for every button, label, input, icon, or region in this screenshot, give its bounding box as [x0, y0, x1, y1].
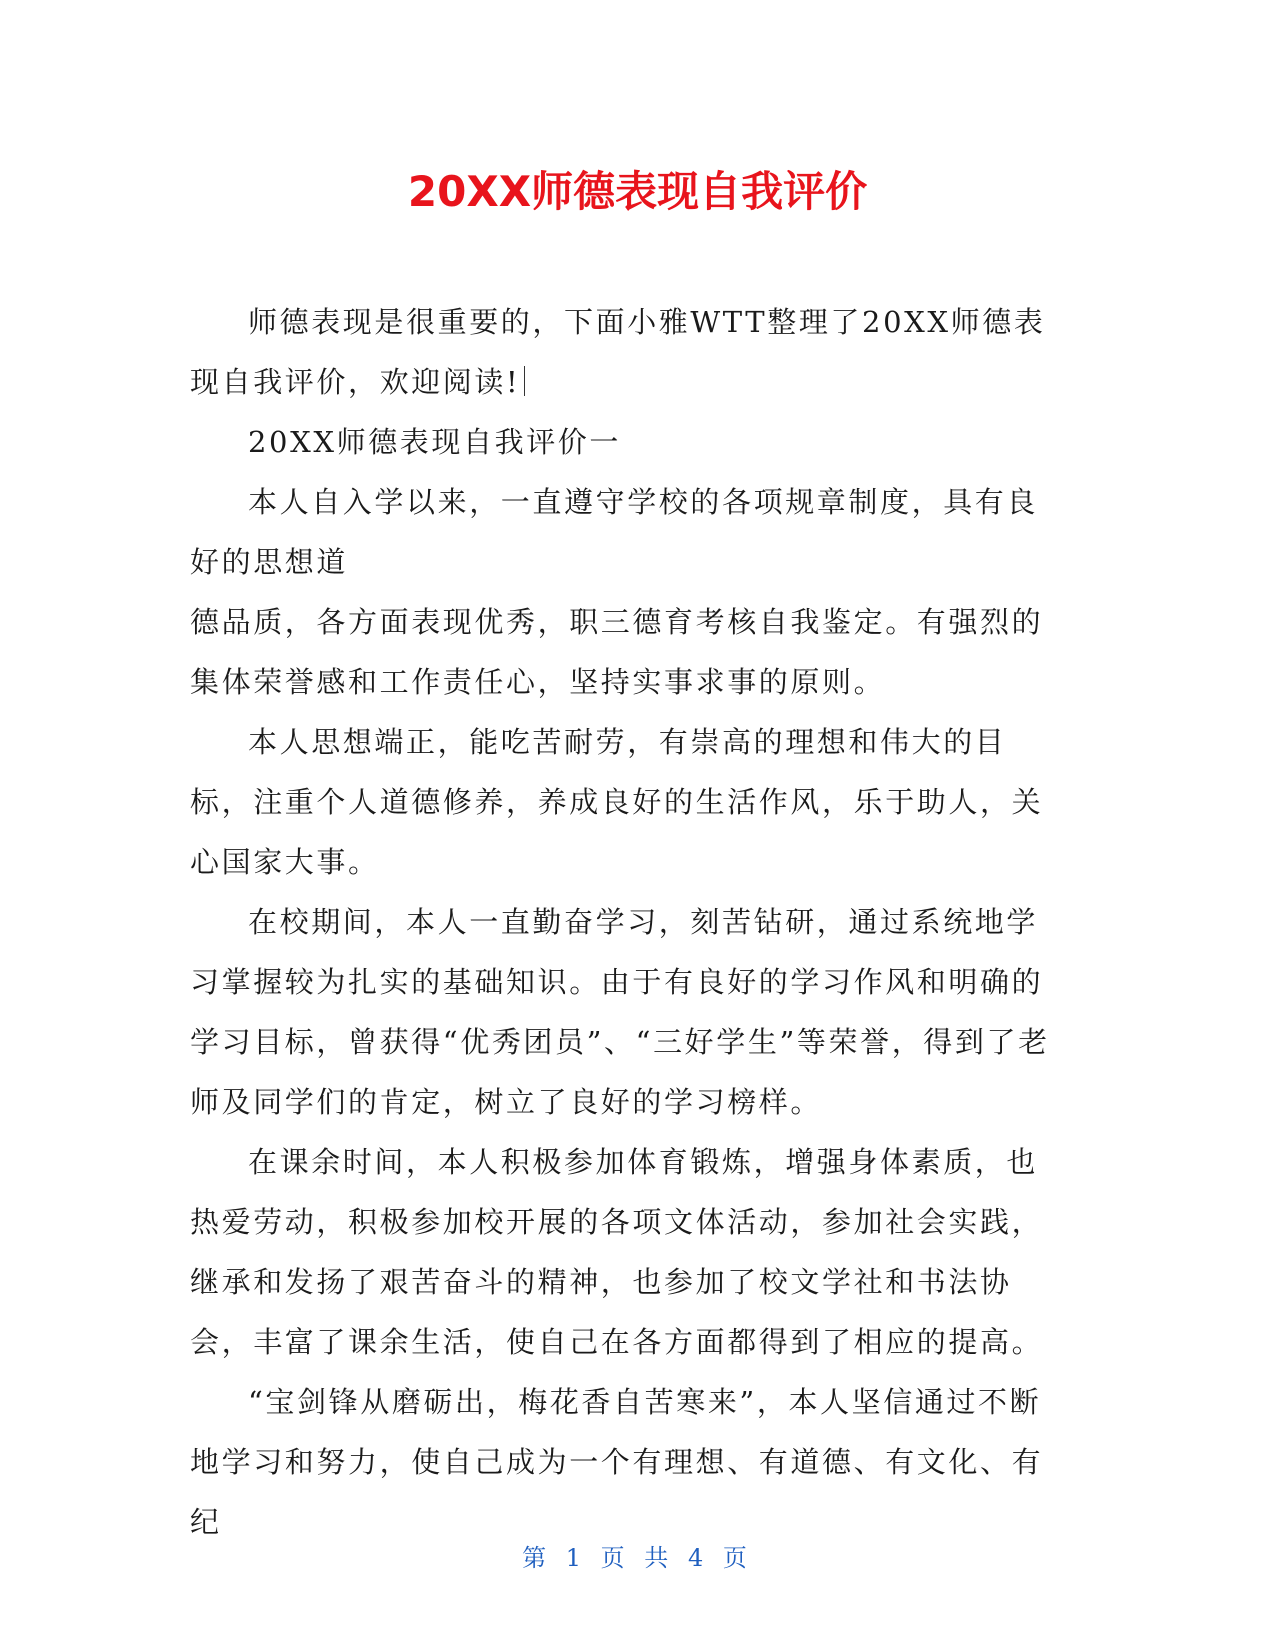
- section-heading: 20XX师德表现自我评价一: [248, 425, 621, 459]
- document-title: 20XX师德表现自我评价: [407, 167, 868, 216]
- body-paragraph: 德品质，各方面表现优秀，职三德育考核自我鉴定。有强烈的集体荣誉感和工作责任心，坚持实事求事的原则。: [190, 605, 1044, 699]
- body-paragraph: “宝剑锋从磨砺出，梅花香自苦寒来”，本人坚信通过不断地学习和努力，使自己成为一个有理想、有道德、有文化、有纪: [190, 1385, 1044, 1539]
- intro-paragraph: [190, 292, 1066, 412]
- body-paragraph: 本人思想端正，能吃苦耐劳，有崇高的理想和伟大的目标，注重个人道德修养，养成良好的生活作风，乐于助人，关心国家大事。: [190, 725, 1044, 879]
- body-paragraph: 在校期间，本人一直勤奋学习，刻苦钻研，通过系统地学习掌握较为扎实的基础知识。由于有良好的学习作风和明确的学习目标，曾获得“优秀团员”、“三好学生”等荣誉，得到了老师及同学们的肯定，树立了良好的学习榜样。: [190, 905, 1050, 1119]
- intro-text: 师德表现是很重要的，下面小雅WTT整理了20XX师德表现自我评价，欢迎阅读!: [190, 305, 1046, 399]
- body-paragraph: 在课余时间，本人积极参加体育锻炼，增强身体素质，也热爱劳动，积极参加校开展的各项文体活动，参加社会实践，继承和发扬了艰苦奋斗的精神，也参加了校文学社和书法协会，丰富了课余生活，使自己在各方面都得到了相应的提高。: [190, 1145, 1044, 1359]
- body-paragraph: 本人自入学以来，一直遵守学校的各项规章制度，具有良好的思想道: [190, 485, 1039, 579]
- page-number-footer: 第 1 页 共 4 页: [522, 1544, 753, 1572]
- text-cursor: [524, 366, 525, 396]
- document-body: [190, 292, 1066, 1552]
